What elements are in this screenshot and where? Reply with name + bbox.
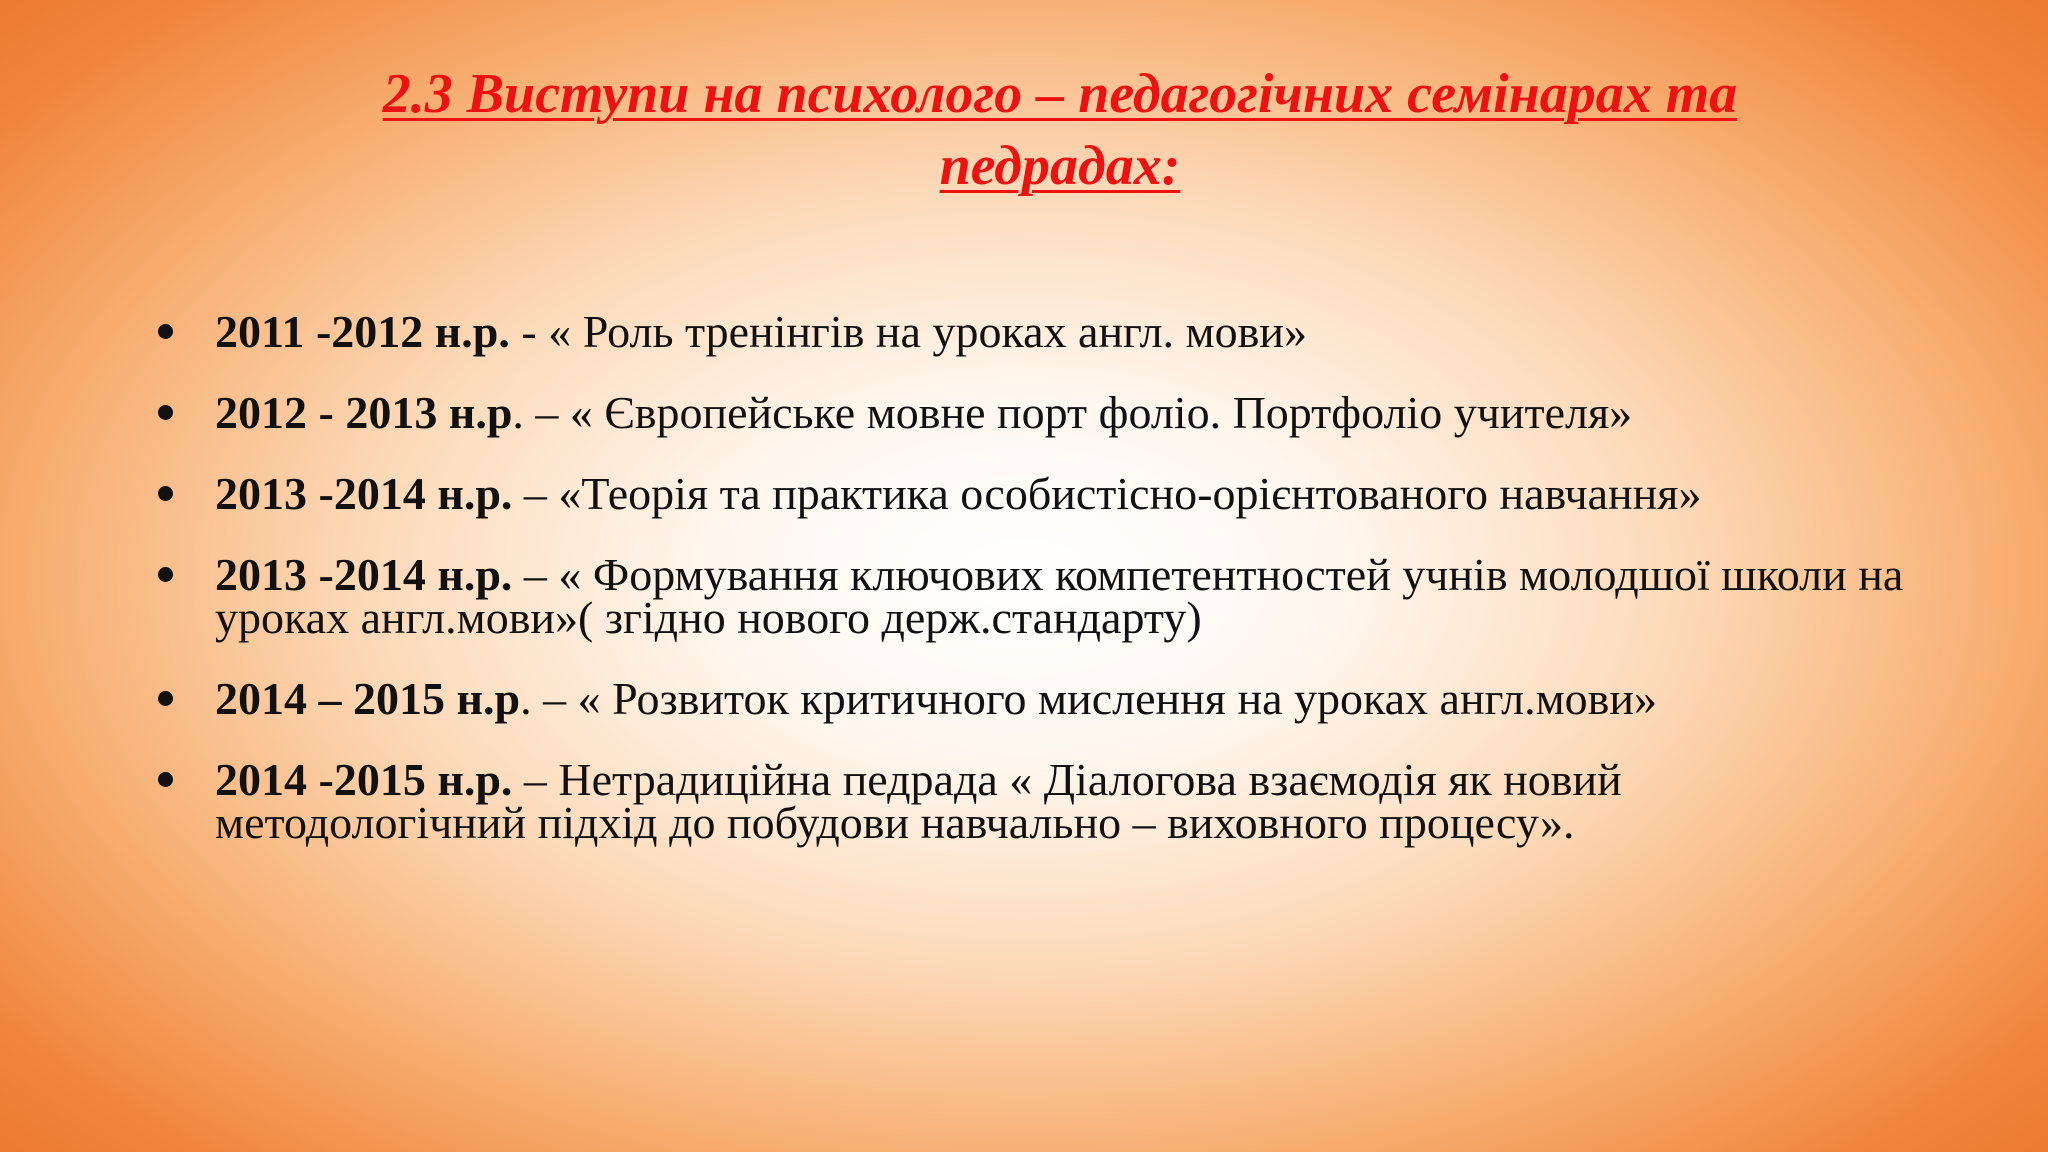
- item-year: 2013 -2014 н.р.: [215, 468, 513, 519]
- item-text: – « Формування ключових компетентностей учнів молодшої школи на уроках англ.мови»( згідно нового держ.стандарту): [215, 549, 1904, 643]
- item-text: – «Теорія та практика особистісно-орієнтованого навчання»: [512, 468, 1702, 519]
- list-item: [150, 754, 1920, 848]
- item-text: - « Роль тренінгів на уроках англ. мови»: [509, 306, 1307, 357]
- list-item: [150, 306, 1920, 357]
- item-year: 2014 – 2015 н.р: [215, 673, 521, 724]
- bullet-icon: [158, 772, 173, 787]
- bullet-icon: [158, 567, 173, 582]
- bullet-icon: [158, 324, 173, 339]
- bullet-list: [150, 306, 1920, 882]
- bullet-icon: [158, 486, 173, 501]
- bullet-icon: [158, 405, 173, 420]
- list-item: [150, 468, 1920, 519]
- slide-title: 2.3 Виступи на психолого – педагогічних семінарах та педрадах:: [382, 63, 1738, 197]
- item-year: 2011 -2012 н.р.: [215, 306, 510, 357]
- list-item: [150, 673, 1920, 724]
- bullet-icon: [158, 691, 173, 706]
- list-item: [150, 549, 1920, 643]
- item-year: 2014 -2015 н.р.: [215, 754, 513, 805]
- item-year: 2012 - 2013 н.р: [215, 387, 513, 438]
- item-text: . – « Розвиток критичного мислення на уроках англ.мови»: [520, 673, 1658, 724]
- item-text: . – « Європейське мовне порт фоліо. Портфоліо учителя»: [512, 387, 1633, 438]
- item-text: – Нетрадиційна педрада « Діалогова взаємодія як новий методологічний підхід до побудови навчально – виховного процесу».: [215, 754, 1622, 848]
- item-year: 2013 -2014 н.р.: [215, 549, 513, 600]
- list-item: [150, 387, 1920, 438]
